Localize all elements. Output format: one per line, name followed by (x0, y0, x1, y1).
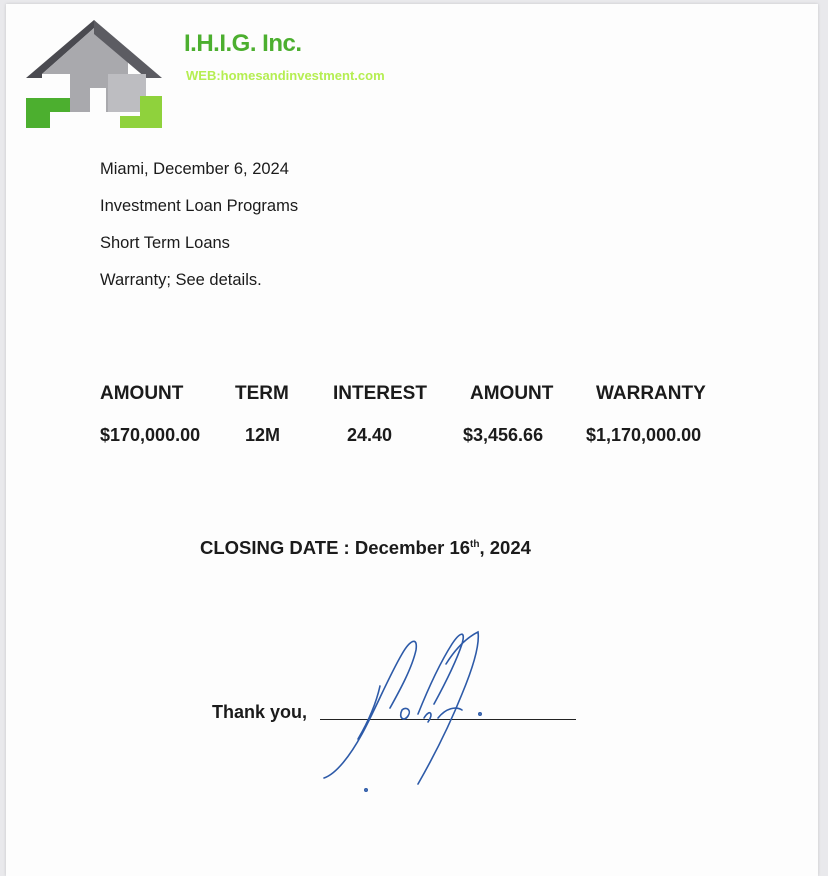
thank-you-text: Thank you, (212, 702, 308, 722)
table-cell: 24.40 (347, 425, 393, 445)
closing-date-text: CLOSING DATE : December 16 (200, 537, 471, 558)
handwritten-signature-icon (306, 624, 506, 799)
letter-line-2: Investment Loan Programs (100, 197, 299, 215)
letter-line-3: Short Term Loans (100, 234, 230, 252)
table-cell: $1,170,000.00 (586, 425, 702, 445)
closing-date-ordinal: th (470, 538, 480, 550)
company-name: I.H.I.G. Inc. (184, 30, 302, 57)
closing-date (200, 537, 531, 559)
table-header: AMOUNT (470, 383, 554, 404)
table-cell: 12M (245, 425, 281, 445)
closing-date-year: , 2024 (479, 537, 531, 558)
company-website: WEB:homesandinvestment.com (186, 68, 385, 83)
house-logo-icon (20, 16, 162, 132)
letter-page (6, 4, 818, 876)
place-date: Miami, December 6, 2024 (100, 160, 289, 178)
letter-line-4: Warranty; See details. (100, 271, 262, 289)
table-cell: $170,000.00 (100, 425, 201, 445)
table-header: INTEREST (333, 383, 427, 404)
table-header: AMOUNT (100, 383, 184, 404)
table-header: WARRANTY (596, 383, 706, 404)
table-cell: $3,456.66 (463, 425, 544, 445)
table-header: TERM (235, 383, 289, 404)
